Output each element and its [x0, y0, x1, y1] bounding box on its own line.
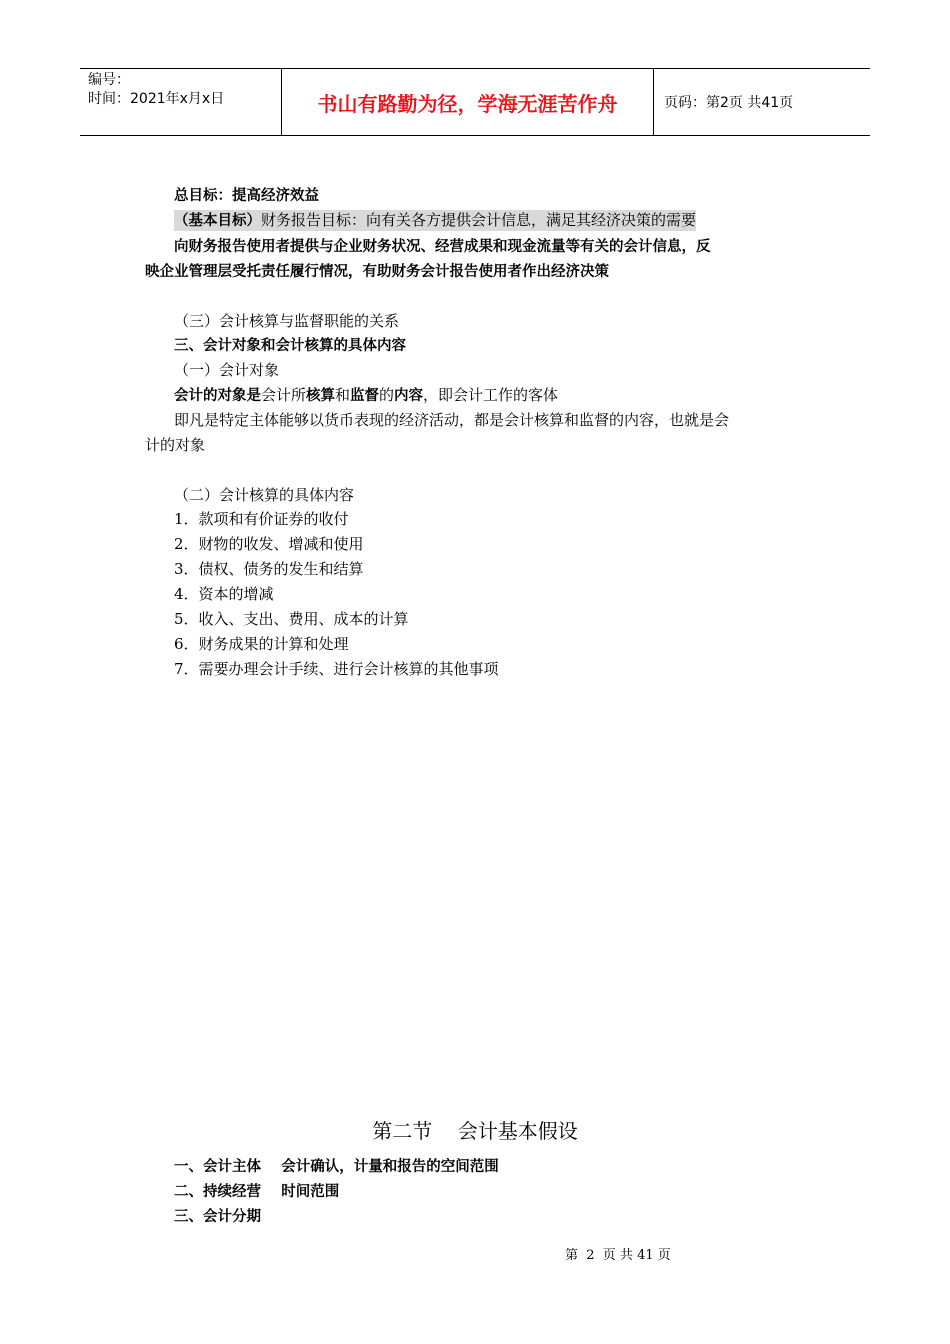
total-goal: 总目标：提高经济效益 [174, 188, 319, 204]
object-def-part: 监督 [350, 388, 380, 404]
section-item: 一、会计主体 会计确认，计量和报告的空间范围 [174, 1159, 499, 1175]
object-def-part: 的 [379, 386, 395, 404]
object-def-part: 会计所 [261, 386, 307, 404]
object-def-part: ，即会计工作的客体 [423, 386, 559, 404]
list-item: 5．收入、支出、费用、成本的计算 [174, 610, 409, 628]
section-item: 二、持续经营 时间范围 [174, 1184, 340, 1200]
subheading-object: （一）会计对象 [174, 361, 280, 379]
subheading-content: （二）会计核算的具体内容 [174, 486, 355, 504]
object-paragraph-line1: 即凡是特定主体能够以货币表现的经济活动，都是会计核算和监督的内容，也就是会 [174, 411, 730, 429]
object-def-part: 和 [335, 386, 351, 404]
object-def-part: 会计的对象是 [174, 388, 261, 404]
list-item: 4．资本的增减 [174, 585, 274, 603]
subheading-relation: （三）会计核算与监督职能的关系 [174, 312, 400, 330]
object-def-part: 内容 [394, 388, 424, 404]
header-page-info: 页码：第2页 共41页 [664, 95, 794, 111]
list-item: 2．财物的收发、增减和使用 [174, 535, 364, 553]
section-title: 第二节 会计基本假设 [372, 1119, 578, 1143]
page-footer: 第 2 页 共 41 页 [565, 1248, 671, 1263]
list-item: 1．款项和有价证券的收付 [174, 510, 349, 528]
header-motto: 书山有路勤为径，学海无涯苦作舟 [282, 69, 654, 135]
number-label: 编号： [88, 72, 130, 88]
section-item: 三、会计分期 [174, 1209, 261, 1225]
basic-goal-bold: （基本目标） [174, 213, 261, 229]
basic-goal-line [174, 210, 696, 231]
header-meta [80, 69, 282, 135]
heading-accounting-object: 三、会计对象和会计核算的具体内容 [174, 338, 406, 354]
info-paragraph-line2: 映企业管理层受托责任履行情况，有助财务会计报告使用者作出经济决策 [145, 264, 609, 280]
list-item: 7．需要办理会计手续、进行会计核算的其他事项 [174, 660, 499, 678]
object-definition [174, 385, 558, 406]
page-header [80, 68, 870, 136]
object-def-part: 核算 [306, 388, 336, 404]
object-paragraph-line2: 计的对象 [145, 436, 206, 454]
list-item: 6．财务成果的计算和处理 [174, 635, 349, 653]
list-item: 3．债权、债务的发生和结算 [174, 560, 364, 578]
info-paragraph-line1: 向财务报告使用者提供与企业财务状况、经营成果和现金流量等有关的会计信息，反 [174, 239, 711, 255]
time-label: 时间：2021年x月x日 [88, 91, 225, 107]
basic-goal-text: 财务报告目标：向有关各方提供会计信息，满足其经济决策的需要 [261, 211, 697, 229]
